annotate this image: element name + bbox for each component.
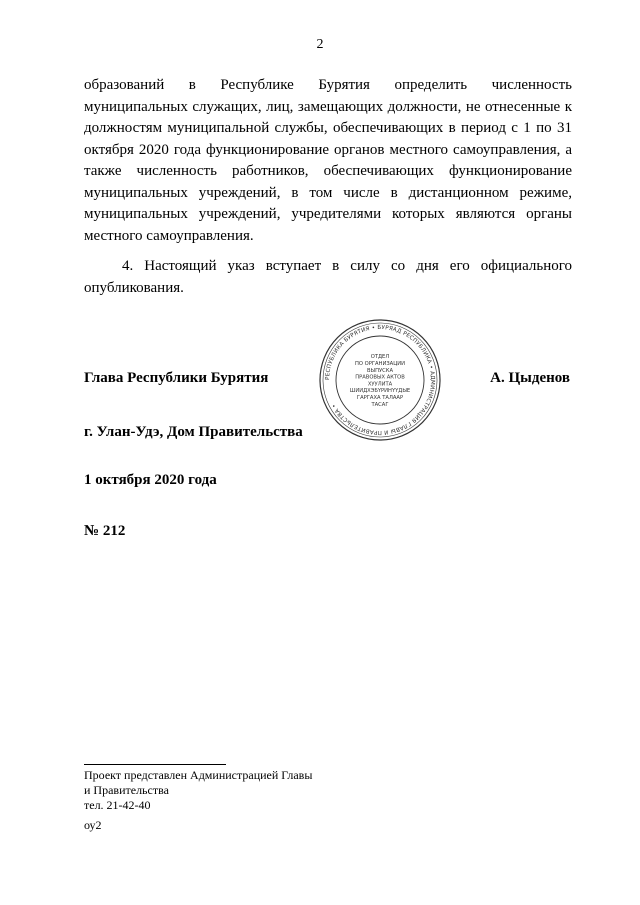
paragraph-continuation: образований в Республике Бурятия определить численность муниципальных служащих, лиц, замещающих должности, не отнесенные к должностям муниципальной службы, обеспечивающих в период с 1 по 31 октября 2020 года функционирование органов местного самоуправления, а также численность работников, обеспечивающих функционирование муниципальных учреждений, в том числе в дистанционном режиме, муниципальных учреждений, учредителями которых являются органы местного самоуправления.	[84, 77, 572, 244]
signing-date: 1 октября 2020 года	[84, 472, 217, 488]
paragraph-item-4: 4. Настоящий указ вступает в силу со дня его официального опубликования.	[84, 258, 572, 296]
seal-center-text	[350, 354, 410, 408]
svg-text:ХУУЛИТА: ХУУЛИТА	[367, 381, 393, 388]
signatory-name: А. Цыденов	[490, 370, 570, 386]
signatory-title: Глава Республики Бурятия	[84, 370, 269, 386]
seal-ring-text: РЕСПУБЛИКА БУРЯТИЯ • БУРЯАД РЕСПУБЛИКА • АДМИНИСТРАЦИЯ ГЛАВЫ И ПРАВИТЕЛЬСТВА •	[324, 324, 436, 436]
svg-text:ТАСАГ: ТАСАГ	[371, 401, 389, 408]
footnote-phone: тел. 21-42-40	[84, 798, 151, 812]
svg-text:ШИИДХЭБҮРИНҮҮДЫЕ: ШИИДХЭБҮРИНҮҮДЫЕ	[349, 388, 411, 395]
decree-number: № 212	[84, 523, 126, 539]
svg-text:ПРАВОВЫХ АКТОВ: ПРАВОВЫХ АКТОВ	[355, 374, 405, 381]
svg-text:ПО ОРГАНИЗАЦИИ: ПО ОРГАНИЗАЦИИ	[354, 361, 406, 367]
svg-text:ВЫПУСКА: ВЫПУСКА	[366, 367, 394, 374]
footnote-line: Проект представлен Администрацией Главы	[84, 768, 313, 782]
official-seal	[318, 318, 442, 442]
footnote-code: оу2	[84, 818, 102, 832]
footnote-divider	[84, 764, 226, 765]
signing-place: г. Улан-Удэ, Дом Правительства	[84, 424, 303, 440]
page-number: 2	[316, 37, 324, 52]
svg-text:ГАРГАХА ТАЛААР: ГАРГАХА ТАЛААР	[356, 395, 404, 401]
svg-text:ОТДЕЛ: ОТДЕЛ	[370, 354, 390, 361]
footnote-line: и Правительства	[84, 783, 169, 797]
